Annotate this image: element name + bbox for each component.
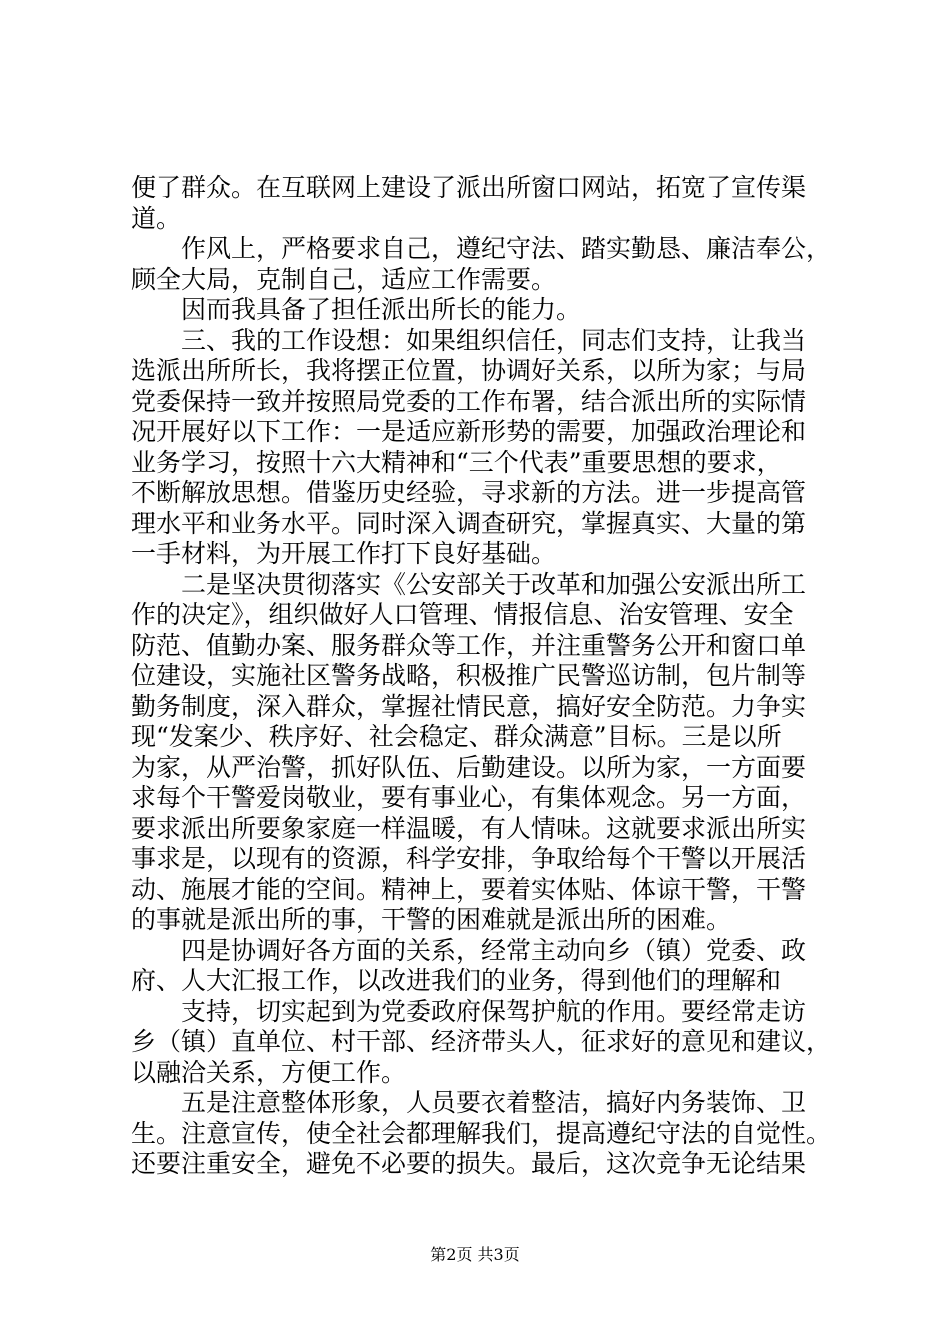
text-line: 不断解放思想。借鉴历史经验，寻求新的方法。进一步提高管 xyxy=(131,478,807,507)
text-line: 求每个干警爱岗敬业，要有事业心，有集体观念。另一方面， xyxy=(131,783,807,812)
text-line: 防范、值勤办案、服务群众等工作，并注重警务公开和窗口单 xyxy=(131,630,807,660)
text-line: 便了群众。在互联网上建设了派出所窗口网站，拓宽了宣传渠 xyxy=(131,173,807,202)
text-line: 因而我具备了担任派出所长的能力。 xyxy=(181,295,582,324)
text-line: 一手材料，为开展工作打下良好基础。 xyxy=(131,539,557,568)
text-line: 乡（镇）直单位、村干部、经济带头人，征求好的意见和建议， xyxy=(131,1027,832,1056)
text-line: 作的决定》，组织做好人口管理、情报信息、治安管理、安全 xyxy=(131,600,794,629)
text-line: 府、人大汇报工作，以改进我们的业务，得到他们的理解和 xyxy=(131,966,782,995)
text-line: 二是坚决贯彻落实《公安部关于改革和加强公安派出所工 xyxy=(181,569,807,599)
text-line: 理水平和业务水平。同时深入调查研究，掌握真实、大量的第 xyxy=(131,508,807,538)
text-line: 五是注意整体形象，人员要衣着整洁，搞好内务装饰、卫 xyxy=(181,1088,807,1117)
text-line: 四是协调好各方面的关系，经常主动向乡（镇）党委、政 xyxy=(181,935,807,965)
text-line: 事求是，以现有的资源，科学安排，争取给每个干警以开展活 xyxy=(131,844,807,873)
text-line: 以融洽关系，方便工作。 xyxy=(131,1057,407,1087)
text-line: 作风上，严格要求自己，遵纪守法、踏实勤恳、廉洁奉公， xyxy=(181,234,832,263)
text-line: 顾全大局，克制自己，适应工作需要。 xyxy=(131,264,557,294)
text-line: 况开展好以下工作：一是适应新形势的需要，加强政治理论和 xyxy=(131,417,807,446)
text-line: 选派出所所长，我将摆正位置，协调好关系，以所为家；与局 xyxy=(131,356,807,385)
text-line: 业务学习，按照十六大精神和“三个代表”重要思想的要求， xyxy=(131,447,782,477)
document-body xyxy=(131,173,837,1180)
text-line: 为家，从严治警，抓好队伍、后勤建设。以所为家，一方面要 xyxy=(131,752,807,782)
text-line: 要求派出所要象家庭一样温暖，有人情味。这就要求派出所实 xyxy=(131,813,807,843)
text-line: 生。注意宣传，使全社会都理解我们，提高遵纪守法的自觉性。 xyxy=(131,1118,832,1148)
text-line: 党委保持一致并按照局党委的工作布署，结合派出所的实际情 xyxy=(131,386,807,416)
text-line: 的事就是派出所的事，干警的困难就是派出所的困难。 xyxy=(131,905,732,934)
text-line: 勤务制度，深入群众，掌握社情民意，搞好安全防范。力争实 xyxy=(131,691,807,721)
text-line: 动、施展才能的空间。精神上，要着实体贴、体谅干警，干警 xyxy=(131,874,807,904)
text-line: 道。 xyxy=(131,203,182,233)
text-line: 支持，切实起到为党委政府保驾护航的作用。要经常走访 xyxy=(181,996,807,1026)
text-line: 位建设，实施社区警务战略，积极推广民警巡访制，包片制等 xyxy=(131,661,807,690)
text-line: 现“发案少、秩序好、社会稳定、群众满意”目标。三是以所 xyxy=(131,722,782,751)
text-line: 三、我的工作设想：如果组织信任，同志们支持，让我当 xyxy=(181,325,807,355)
page-number-footer: 第2页 共3页 xyxy=(430,1245,520,1264)
text-line: 还要注重安全，避免不必要的损失。最后，这次竞争无论结果 xyxy=(131,1149,807,1178)
